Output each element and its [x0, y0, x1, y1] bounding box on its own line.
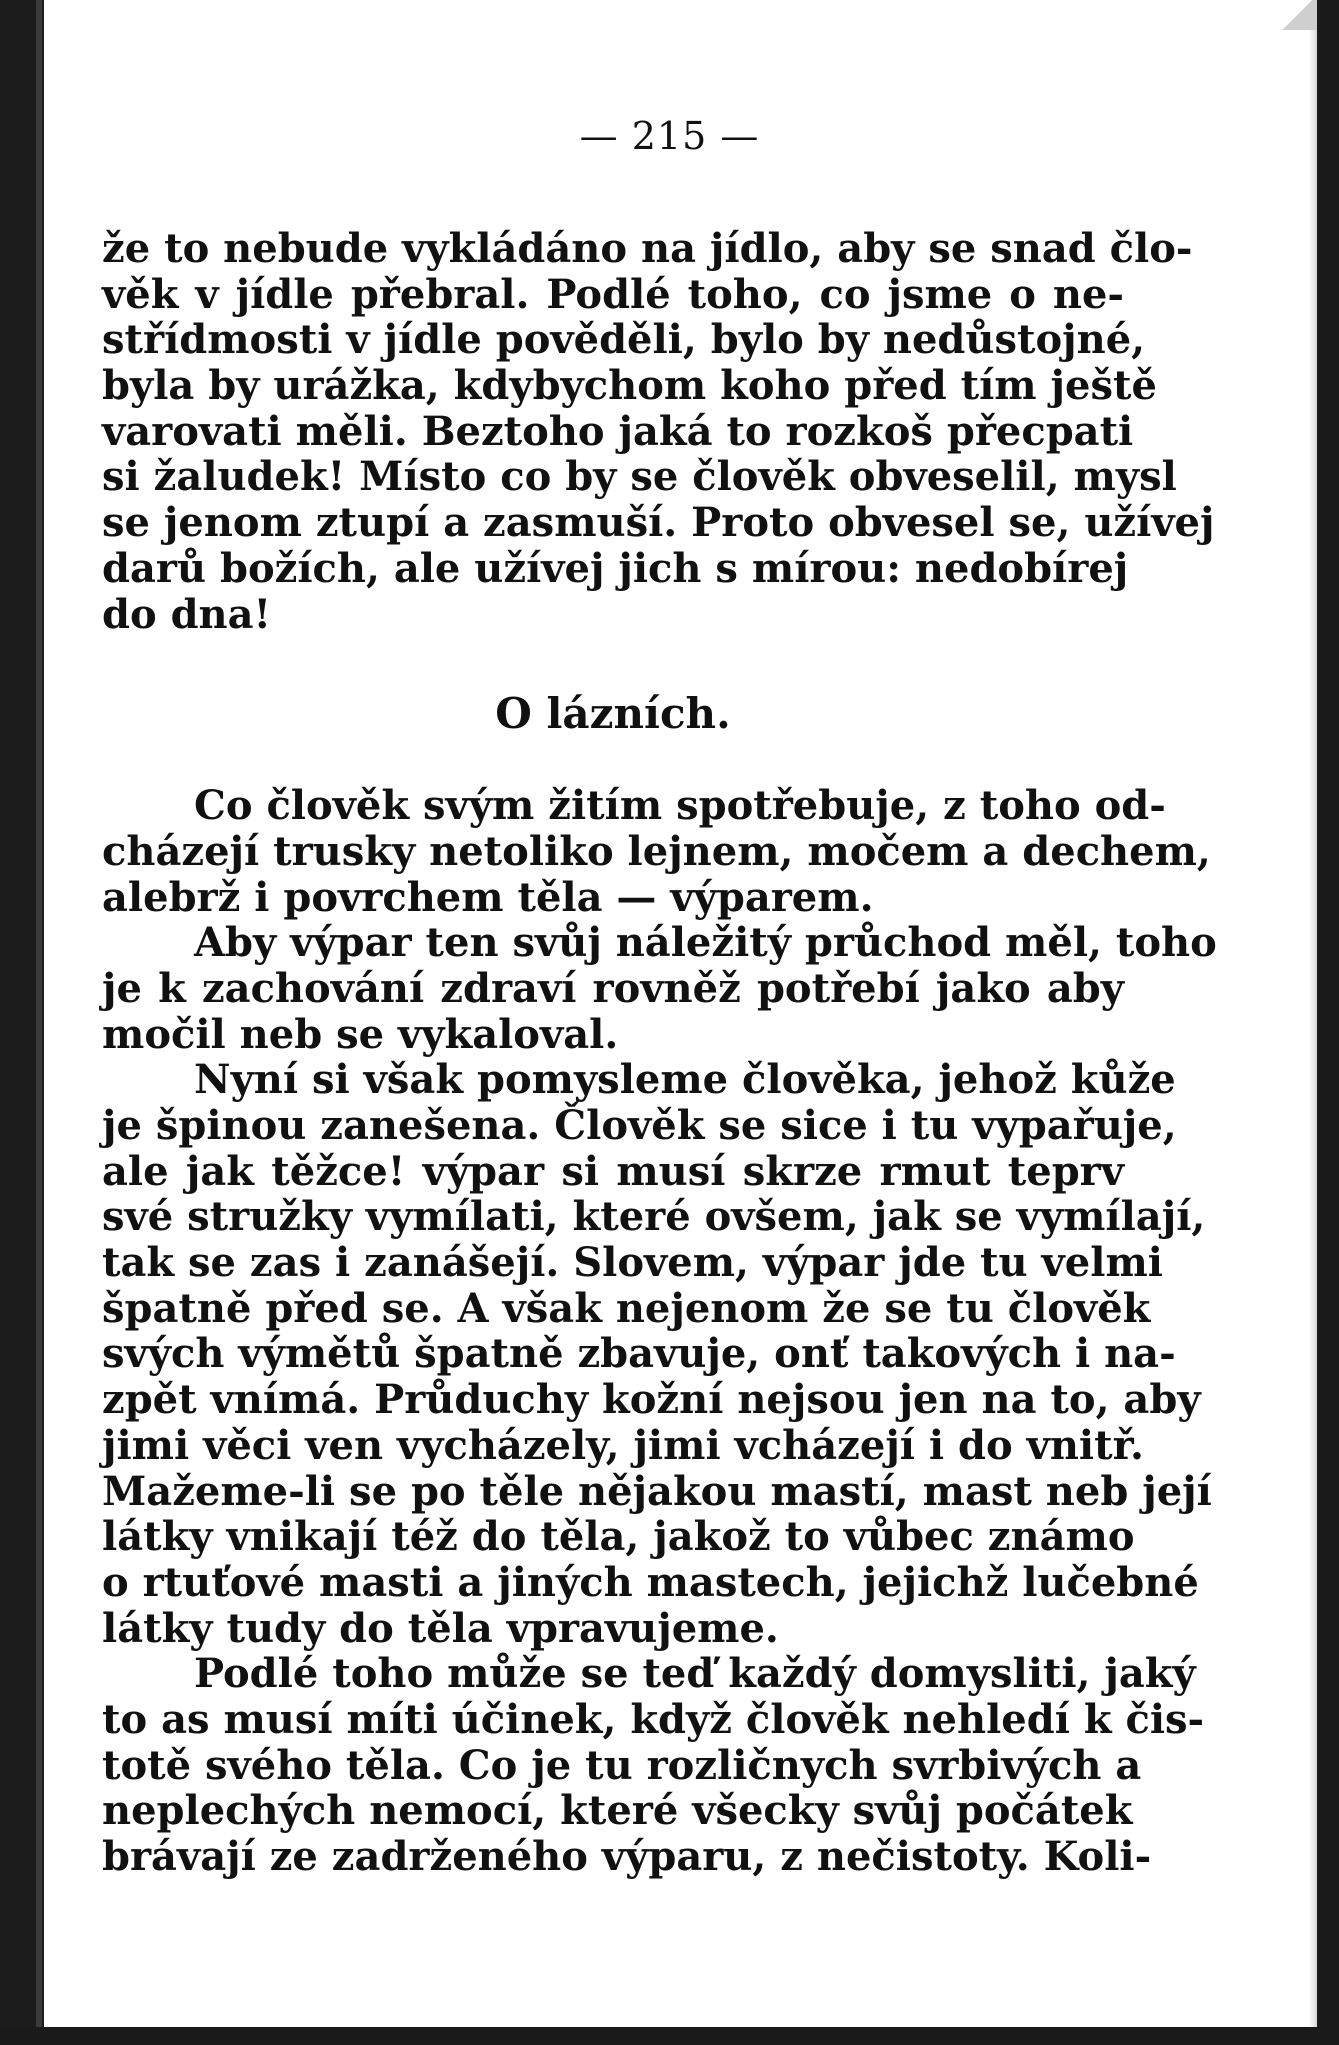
text-line: byla by urážka, kdybychom koho před tím ještě — [102, 362, 1157, 410]
text-line: střídmosti v jídle pověděli, bylo by nedůstojné, — [102, 316, 1146, 364]
text-line: brávají ze zadrženého výparu, z nečistoty. Koli- — [102, 1833, 1152, 1880]
paragraph — [102, 782, 1211, 921]
text-line: je špinou zanešena. Člověk se sice i tu vypařuje, — [102, 1102, 1177, 1149]
text-line: to as musí míti účinek, když člověk nehledí k čis- — [102, 1695, 1205, 1743]
text-line: Podlé toho může se teď každý domysliti, jaký — [194, 1650, 1196, 1698]
text-line: že to nebude vykládáno na jídlo, aby se snad člo- — [102, 225, 1193, 272]
scan-border-right — [1317, 0, 1339, 2045]
page-number: — 215 — — [579, 114, 760, 158]
text-line: zpět vnímá. Průduchy kožní nejsou jen na to, aby — [102, 1376, 1201, 1424]
section-heading: O lázních. — [495, 689, 731, 739]
text-line: si žaludek! Místo co by se člověk obveselil, mysl — [102, 453, 1177, 501]
text-line: ale jak těžce! výpar si musí skrze rmut teprv — [102, 1147, 1124, 1195]
page-edge-shadow — [1309, 0, 1317, 2045]
text-line: látky vnikají též do těla, jakož to vůbec známo — [102, 1513, 1135, 1561]
text-line: špatně před se. A však nejenom že se tu člověk — [102, 1284, 1151, 1332]
text-line: močil neb se vykaloval. — [102, 1010, 619, 1058]
text-line: věk v jídle přebral. Podlé toho, co jsme o ne- — [102, 270, 1124, 318]
text-line: své stružky vymílati, které ovšem, jak se vymílají, — [102, 1193, 1206, 1241]
text-line: varovati měli. Beztoho jaká to rozkoš přecpati — [102, 407, 1134, 455]
text-line: cházejí trusky netoliko lejnem, močem a dechem, — [102, 827, 1211, 875]
text-line: tak se zas i zanášejí. Slovem, výpar jde tu velmi — [102, 1239, 1163, 1287]
page-body — [102, 225, 1217, 1880]
text-line: svých výmětů špatně zbavuje, onť takových i na- — [102, 1330, 1176, 1378]
paragraph — [102, 919, 1217, 1058]
paragraph — [102, 1650, 1205, 1880]
text-line: látky tudy do těla vpravujeme. — [102, 1604, 779, 1652]
text-line: Nyní si však pomysleme člověka, jehož kůže — [194, 1056, 1176, 1104]
text-line: darů božích, ale užívej jich s mírou: nedobírej — [102, 544, 1129, 592]
text-line: jimi věci ven vycházely, jimi vcházejí i do vnitř. — [102, 1421, 1144, 1469]
text-line: alebrž i povrchem těla — výparem. — [102, 873, 874, 921]
text-line: Aby výpar ten svůj náležitý průchod měl, toho — [194, 919, 1217, 967]
paragraph — [102, 1056, 1212, 1652]
text-line: Co člověk svým žitím spotřebuje, z toho od- — [194, 782, 1166, 830]
text-line: se jenom ztupí a zasmuší. Proto obvesel se, užívej — [102, 499, 1215, 547]
page-corner-fold — [1277, 0, 1317, 30]
paragraph-continuation — [102, 225, 1215, 638]
scan-border-bottom — [0, 2027, 1339, 2045]
text-line: totě svého těla. Co je tu rozličnych svrbivých a — [102, 1741, 1142, 1789]
text-line: do dna! — [102, 590, 272, 638]
text-line: Mažeme-li se po těle nějakou mastí, mast neb její — [102, 1467, 1212, 1515]
text-line: je k zachování zdraví rovněž potřebí jako aby — [102, 964, 1124, 1012]
scan-border-left-edge — [36, 0, 42, 2045]
text-line: neplechých nemocí, které všecky svůj počátek — [102, 1787, 1133, 1835]
text-line: o rtuťové masti a jiných mastech, jejichž lučebné — [102, 1558, 1199, 1606]
